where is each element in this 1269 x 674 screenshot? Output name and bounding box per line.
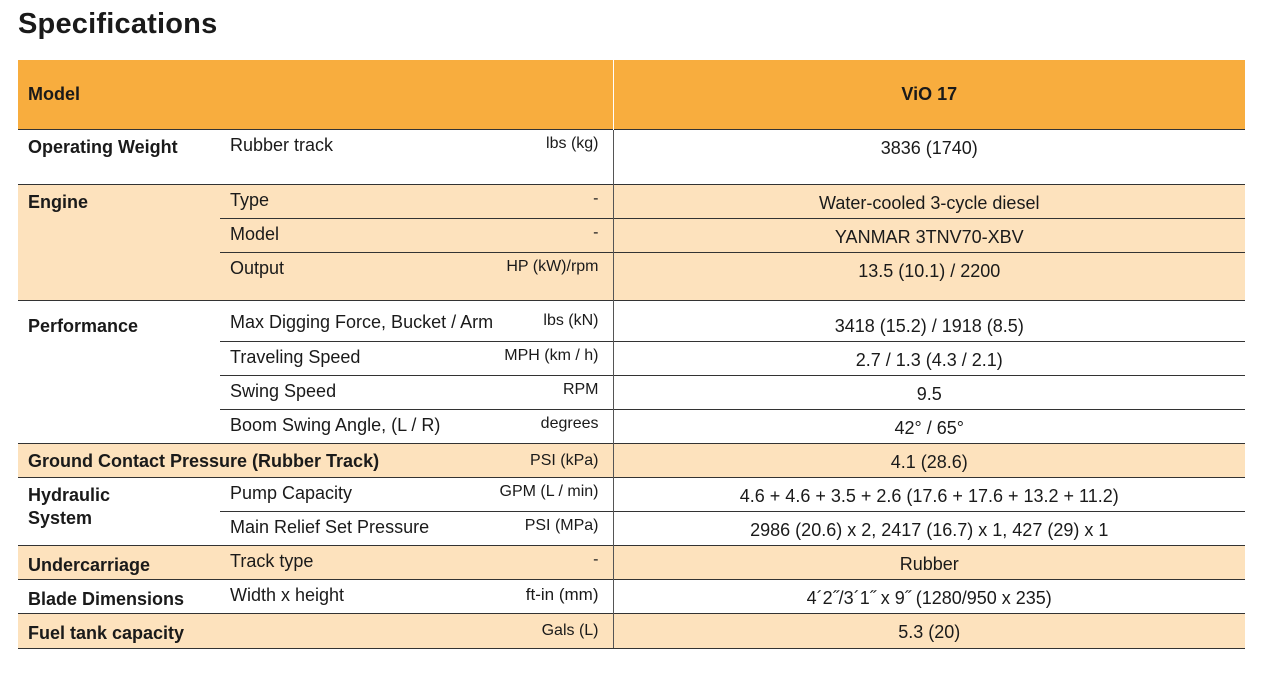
unit-label: - <box>593 190 599 207</box>
category-ground-contact-pressure <box>18 444 613 478</box>
param-label: Swing Speed <box>230 381 337 401</box>
param-label: Rubber track <box>230 135 334 155</box>
category-engine: Engine <box>18 185 220 301</box>
page-title: Specifications <box>18 8 218 40</box>
value-cell: 3836 (1740) <box>613 130 1245 185</box>
unit-label: PSI (kPa) <box>530 452 599 469</box>
value-cell: 5.3 (20) <box>613 614 1245 649</box>
param-label: Type <box>230 190 270 210</box>
param-label: Boom Swing Angle, (L / R) <box>230 415 441 435</box>
specifications-table <box>18 60 1245 649</box>
value-cell: 4.1 (28.6) <box>613 444 1245 478</box>
value-cell: 3418 (15.2) / 1918 (8.5) <box>613 301 1245 342</box>
category-blade-dimensions: Blade Dimensions <box>18 580 220 614</box>
unit-label: degrees <box>540 415 599 432</box>
param-label: Output <box>230 258 285 278</box>
value-cell: YANMAR 3TNV70-XBV <box>613 219 1245 253</box>
table-header-row <box>18 60 1245 130</box>
table-row <box>18 444 1245 478</box>
category-label-line1: Hydraulic <box>28 485 111 505</box>
param-label: Pump Capacity <box>230 483 353 503</box>
value-cell: 2.7 / 1.3 (4.3 / 2.1) <box>613 342 1245 376</box>
unit-label: lbs (kN) <box>543 312 599 329</box>
table-row <box>18 614 1245 649</box>
category-label: Fuel tank capacity <box>28 623 185 643</box>
model-label: Model <box>18 60 613 130</box>
category-fuel-tank-capacity <box>18 614 613 649</box>
category-label: Ground Contact Pressure (Rubber Track) <box>28 451 380 471</box>
category-label-line2: System <box>28 508 93 528</box>
value-cell: 2986 (20.6) x 2, 2417 (16.7) x 1, 427 (29) x 1 <box>613 512 1245 546</box>
unit-label: HP (kW)/rpm <box>506 258 599 275</box>
category-hydraulic-system <box>18 478 220 546</box>
model-value: ViO 17 <box>613 60 1245 130</box>
table-row <box>18 130 1245 185</box>
param-label: Main Relief Set Pressure <box>230 517 430 537</box>
table-row <box>18 580 1245 614</box>
unit-label: GPM (L / min) <box>499 483 599 500</box>
param-label: Model <box>230 224 280 244</box>
param-label: Width x height <box>230 585 345 605</box>
unit-label: ft-in (mm) <box>525 585 599 604</box>
unit-label: - <box>593 224 599 241</box>
category-performance: Performance <box>18 301 220 444</box>
category-operating-weight: Operating Weight <box>18 130 220 185</box>
param-label: Track type <box>230 551 314 571</box>
param-label: Traveling Speed <box>230 347 361 367</box>
param-label: Max Digging Force, Bucket / Arm <box>230 312 494 332</box>
value-cell: Water-cooled 3-cycle diesel <box>613 185 1245 219</box>
category-undercarriage: Undercarriage <box>18 546 220 580</box>
value-cell: 42° / 65° <box>613 410 1245 444</box>
unit-label: PSI (MPa) <box>524 517 599 534</box>
table-row <box>18 301 1245 342</box>
table-row <box>18 546 1245 580</box>
unit-label: RPM <box>562 381 599 398</box>
value-cell: 13.5 (10.1) / 2200 <box>613 253 1245 301</box>
table-row <box>18 185 1245 219</box>
value-cell: Rubber <box>613 546 1245 580</box>
value-cell: 9.5 <box>613 376 1245 410</box>
unit-label: lbs (kg) <box>546 135 599 152</box>
unit-label: MPH (km / h) <box>504 347 599 364</box>
unit-label: - <box>593 551 599 568</box>
table-row <box>18 478 1245 512</box>
value-cell: 4.6 + 4.6 + 3.5 + 2.6 (17.6 + 17.6 + 13.2 + 11.2) <box>613 478 1245 512</box>
value-cell: 4´2˝/3´1˝ x 9˝ (1280/950 x 235) <box>613 580 1245 614</box>
unit-label: Gals (L) <box>541 622 599 639</box>
